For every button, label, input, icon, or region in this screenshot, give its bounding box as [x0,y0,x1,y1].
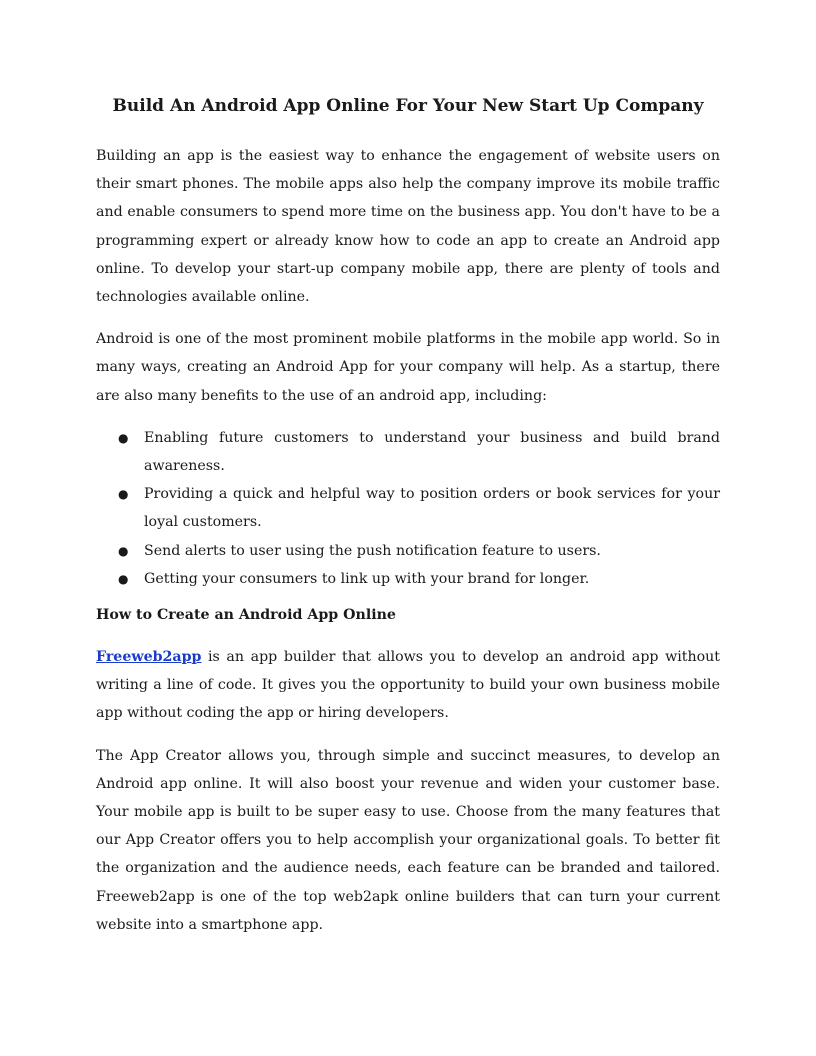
benefits-list [96,424,720,593]
android-paragraph: Android is one of the most prominent mobile platforms in the mobile app world. So in many ways, creating an Android App for your company will help. As a startup, there are also many benefits to the use of an android app, including: [96,331,720,404]
bullet-icon: ● [118,430,129,445]
bullet-icon: ● [118,487,129,502]
freeweb-paragraph [96,643,720,728]
section-heading: How to Create an Android App Online [96,607,396,624]
list-item-text: Send alerts to user using the push notification feature to users. [144,542,601,559]
list-item [96,424,720,480]
list-item-text: Enabling future customers to understand your business and build brand awareness. [144,429,720,475]
list-item-text: Providing a quick and helpful way to position orders or book services for your loyal customers. [144,486,720,531]
app-creator-paragraph: The App Creator allows you, through simple and succinct measures, to develop an Android app online. It will also boost your revenue and widen your customer base. Your mobile app is built to be super easy to use. Choose from the many features that our App Creator offers you to help accomplish your organizational goals. To better fit the organization and the audience needs, each feature can be branded and tailored. Freeweb2app is one of the top web2apk online builders that can turn your current website into a smartphone app. [96,747,720,933]
list-item [96,565,720,593]
bullet-icon: ● [118,543,129,558]
list-item [96,537,720,565]
list-item [96,480,720,536]
freeweb-paragraph-text: is an app builder that allows you to develop an android app without writing a line of code. It gives you the opportunity to build your own business mobile app without coding the app or hiring developers. [96,649,720,722]
document-page [96,92,720,953]
list-item-text: Getting your consumers to link up with your brand for longer. [144,570,590,587]
bullet-icon: ● [118,571,129,586]
freeweb2app-link[interactable]: Freeweb2app [96,649,202,666]
intro-paragraph: Building an app is the easiest way to enhance the engagement of website users on their smart phones. The mobile apps also help the company improve its mobile traffic and enable consumers to spend more time on the business app. You don't have to be a programming expert or already know how to code an app to create an Android app online. To develop your start-up company mobile app, there are plenty of tools and technologies available online. [96,148,720,306]
document-title: Build An Android App Online For Your New Start Up Company [112,96,704,116]
